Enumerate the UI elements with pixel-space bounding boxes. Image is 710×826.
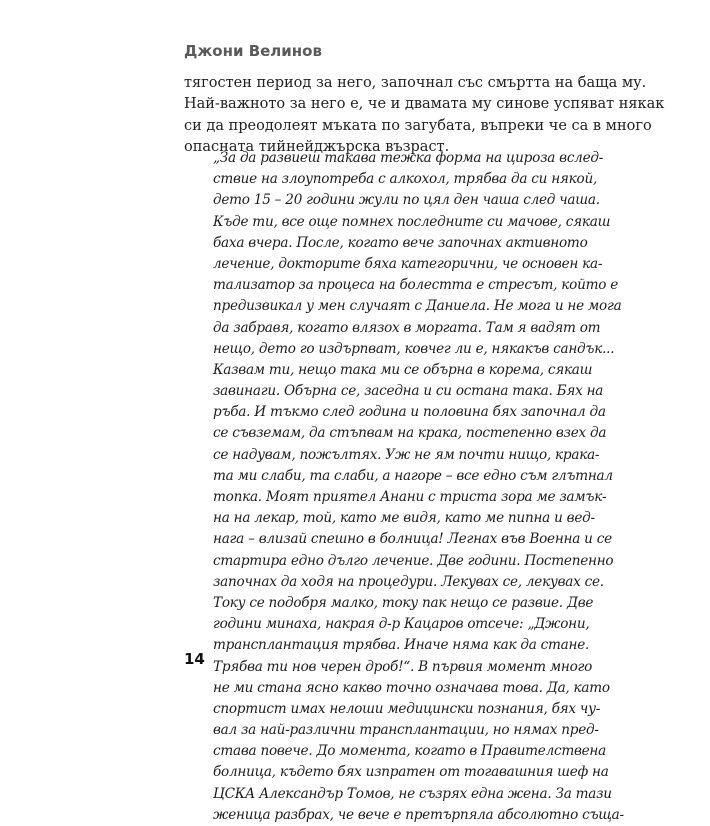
page-number: 14 [184, 650, 205, 668]
block-quote [213, 148, 624, 826]
quote-line: лечение, докторите бяха категорични, че основен ка- [213, 255, 603, 272]
quote-line: се надувам, пожълтях. Уж не ям почти нищо, крака- [213, 446, 600, 463]
quote-line: завинаги. Обърна се, заседна и си остана така. Бях на [213, 383, 604, 400]
quote-line: се съвземам, да стъпвам на крака, постепенно взех да [213, 425, 607, 442]
quote-line: ЦСКА Александър Томов, не съзрях една жена. За тази [213, 785, 612, 802]
quote-line: баха вчера. После, когато вече започнах активното [213, 234, 588, 251]
quote-line: спортист имах нелоши медицински познания, бях чу- [213, 700, 601, 717]
quote-line: на на лекар, той, като ме видя, като ме пипна и вед- [213, 510, 595, 527]
quote-line: Трябва ти нов черен дроб!“. В първия момент много [213, 658, 593, 675]
quote-line: години минаха, накрая д-р Кацаров отсече: „Джони, [213, 616, 590, 633]
quote-line: „За да развиеш такава тежка форма на цироза вслед- [213, 150, 604, 166]
intro-line: тягостен период за него, започнал със смъртта на баща му. [184, 75, 647, 91]
intro-line: Най-важното за него е, че и двамата му синове успяват някак [184, 96, 665, 113]
quote-line: Току се подобря малко, току пак нещо се развие. Две [213, 594, 594, 611]
intro-line: си да преодолеят мъката по загубата, въпреки че са в много [184, 117, 652, 134]
quote-line: тализатор за процеса на болестта е стресът, който е [213, 277, 619, 294]
quote-line: стартира едно дълго лечение. Две години. Постепенно [213, 552, 614, 569]
quote-line: става повече. До момента, когато в Правителствена [213, 743, 606, 760]
quote-line: нещо, дето го издърпват, ковчег ли е, някакъв сандък... [213, 340, 615, 357]
running-head-author: Джони Велинов [184, 42, 322, 60]
quote-line: топка. Моят приятел Анани с триста зора ме замък- [213, 489, 607, 505]
quote-line: дето 15 – 20 години жули по цял ден чаша след чаша. [213, 192, 600, 209]
intro-line: опасната тийнейджърска възраст. [184, 138, 450, 155]
quote-line: ръба. И тъкмо след година и половина бях започнал да [213, 404, 606, 421]
quote-line: не ми стана ясно какво точно означава това. Да, като [213, 679, 610, 696]
quote-line: вал за най-различни трансплантации, но нямах пред- [213, 722, 599, 739]
quote-line: та ми слаби, та слаби, а нагоре – все едно съм глътнал [213, 467, 613, 484]
quote-line: болница, където бях изпратен от тогавашния шеф на [213, 764, 609, 781]
quote-line: започнах да ходя на процедури. Лекувах се, лекувах се. [213, 573, 604, 590]
quote-line: ствие на злоупотреба с алкохол, трябва да си някой, [213, 171, 598, 188]
quote-line: предизвикал у мен случаят с Даниела. Не мога и не мога [213, 298, 622, 315]
quote-line: женица разбрах, че вече е претърпяла абсолютно съща- [213, 806, 624, 823]
quote-line: да забравя, когато влязох в моргата. Там я вадят от [213, 319, 601, 336]
quote-line: Казвам ти, нещо така ми се обърна в корема, сякаш [213, 361, 593, 378]
quote-line: Къде ти, все още помнех последните си мачове, сякаш [213, 213, 611, 230]
quote-line: нага – влизай спешно в болница! Легнах във Военна и се [213, 531, 612, 548]
quote-line: трансплантация трябва. Иначе няма как да стане. [213, 637, 590, 654]
